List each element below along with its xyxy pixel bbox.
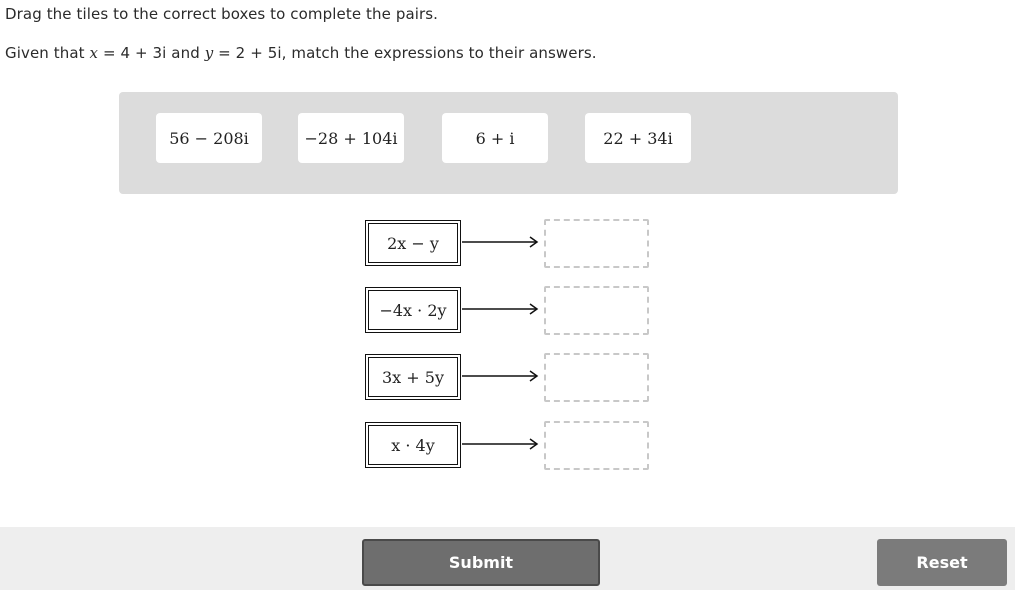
submit-button[interactable]: Submit: [362, 539, 600, 586]
answer-tile[interactable]: 22 + 34i: [585, 113, 691, 163]
drop-zone[interactable]: [544, 421, 649, 470]
right-arrow-icon: [462, 303, 542, 315]
x-definition: = 4 + 3i and: [98, 44, 205, 62]
answer-tile[interactable]: 56 − 208i: [156, 113, 262, 163]
problem-statement: [5, 44, 597, 62]
instruction-text: Drag the tiles to the correct boxes to complete the pairs.: [5, 5, 439, 23]
y-definition: = 2 + 5i, match the expressions to their answers.: [213, 44, 597, 62]
answer-tile[interactable]: −28 + 104i: [298, 113, 404, 163]
y-variable: y: [204, 44, 214, 62]
pair-row: [366, 288, 656, 332]
reset-button[interactable]: Reset: [877, 539, 1007, 586]
expression-box: −4x · 2y: [368, 290, 458, 330]
problem-prefix: Given that: [5, 44, 90, 62]
drop-zone[interactable]: [544, 219, 649, 268]
pair-row: [366, 423, 656, 467]
expression-box: 2x − y: [368, 223, 458, 263]
drop-zone[interactable]: [544, 286, 649, 335]
pair-row: [366, 355, 656, 399]
right-arrow-icon: [462, 236, 542, 248]
expression-box: 3x + 5y: [368, 357, 458, 397]
right-arrow-icon: [462, 438, 542, 450]
answer-tile[interactable]: 6 + i: [442, 113, 548, 163]
drop-zone[interactable]: [544, 353, 649, 402]
x-variable: x: [89, 44, 99, 62]
pair-row: [366, 221, 656, 265]
expression-box: x · 4y: [368, 425, 458, 465]
tile-bank: [119, 92, 898, 194]
right-arrow-icon: [462, 370, 542, 382]
